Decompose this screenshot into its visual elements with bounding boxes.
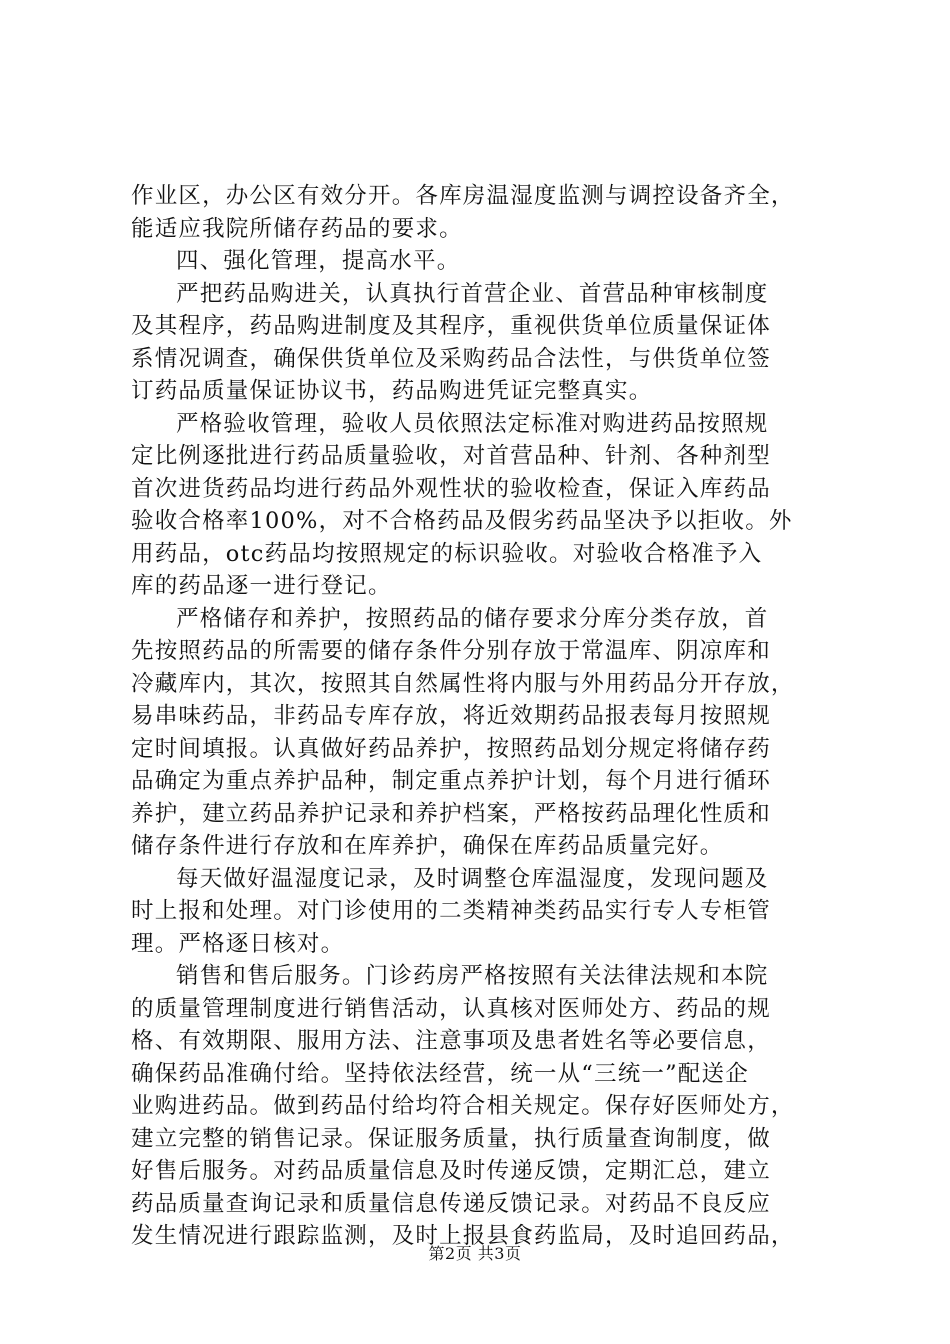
text-line: 四、强化管理，提高水平。 (176, 248, 461, 274)
text-line: 订药品质量保证协议书，药品购进凭证完整真实。 (131, 378, 653, 404)
text-line: 系情况调查，确保供货单位及采购药品合法性，与供货单位签 (131, 345, 771, 372)
text-line: 储存条件进行存放和在库养护，确保在库药品质量完好。 (131, 833, 724, 859)
text-line: 定比例逐批进行药品质量验收，对首营品种、针剂、各种剂型 (131, 443, 771, 469)
text-line: 确保药品准确付给。坚持依法经营，统一从“三统一”配送企 (131, 1060, 749, 1087)
text-line: 业购进药品。做到药品付给均符合相关规定。保存好医师处方， (131, 1093, 795, 1119)
page-number-footer: 第2页 共3页 (428, 1244, 522, 1263)
text-line: 每天做好温湿度记录，及时调整仓库温湿度，发现问题及 (176, 865, 769, 892)
text-line: 验收合格率100%，对不合格药品及假劣药品坚决予以拒收。外 (131, 508, 793, 534)
text-line: 销售和售后服务。门诊药房严格按照有关法律法规和本院 (176, 963, 769, 989)
text-line: 定时间填报。认真做好药品养护，按照药品划分规定将储存药 (131, 735, 771, 762)
text-line: 严格验收管理，验收人员依照法定标准对购进药品按照规 (176, 410, 769, 437)
text-line: 理。严格逐日核对。 (131, 930, 345, 957)
text-line: 严格储存和养护，按照药品的储存要求分库分类存放，首 (176, 605, 769, 632)
text-line: 的质量管理制度进行销售活动，认真核对医师处方、药品的规 (131, 995, 771, 1022)
document-body (131, 180, 841, 1253)
text-line: 及其程序，药品购进制度及其程序，重视供货单位质量保证体 (131, 313, 771, 339)
text-line: 冷藏库内，其次，按照其自然属性将内服与外用药品分开存放， (131, 670, 795, 697)
text-line: 格、有效期限、服用方法、注意事项及患者姓名等必要信息， (131, 1028, 771, 1054)
text-line: 药品质量查询记录和质量信息传递反馈记录。对药品不良反应 (131, 1190, 771, 1217)
text-line: 严把药品购进关，认真执行首营企业、首营品种审核制度 (176, 280, 769, 307)
text-line: 时上报和处理。对门诊使用的二类精神类药品实行专人专柜管 (131, 898, 771, 924)
text-line: 建立完整的销售记录。保证服务质量，执行质量查询制度，做 (131, 1125, 771, 1152)
text-line: 好售后服务。对药品质量信息及时传递反馈，定期汇总，建立 (131, 1158, 771, 1184)
text-line: 品确定为重点养护品种，制定重点养护计划，每个月进行循环 (131, 768, 771, 794)
text-line: 养护，建立药品养护记录和养护档案，严格按药品理化性质和 (131, 800, 771, 827)
text-line: 先按照药品的所需要的储存条件分别存放于常温库、阴凉库和 (131, 638, 771, 664)
text-line: 首次进货药品均进行药品外观性状的验收检查，保证入库药品 (131, 475, 771, 502)
text-line: 易串味药品，非药品专库存放，将近效期药品报表每月按照规 (131, 703, 771, 729)
text-line: 用药品，otc药品均按照规定的标识验收。对验收合格准予入 (131, 540, 763, 567)
text-line: 作业区，办公区有效分开。各库房温湿度监测与调控设备齐全， (131, 183, 795, 209)
text-line: 发生情况进行跟踪监测，及时上报县食药监局，及时追回药品， (131, 1223, 795, 1249)
text-line: 能适应我院所储存药品的要求。 (131, 215, 463, 242)
text-line: 库的药品逐一进行登记。 (131, 573, 392, 599)
